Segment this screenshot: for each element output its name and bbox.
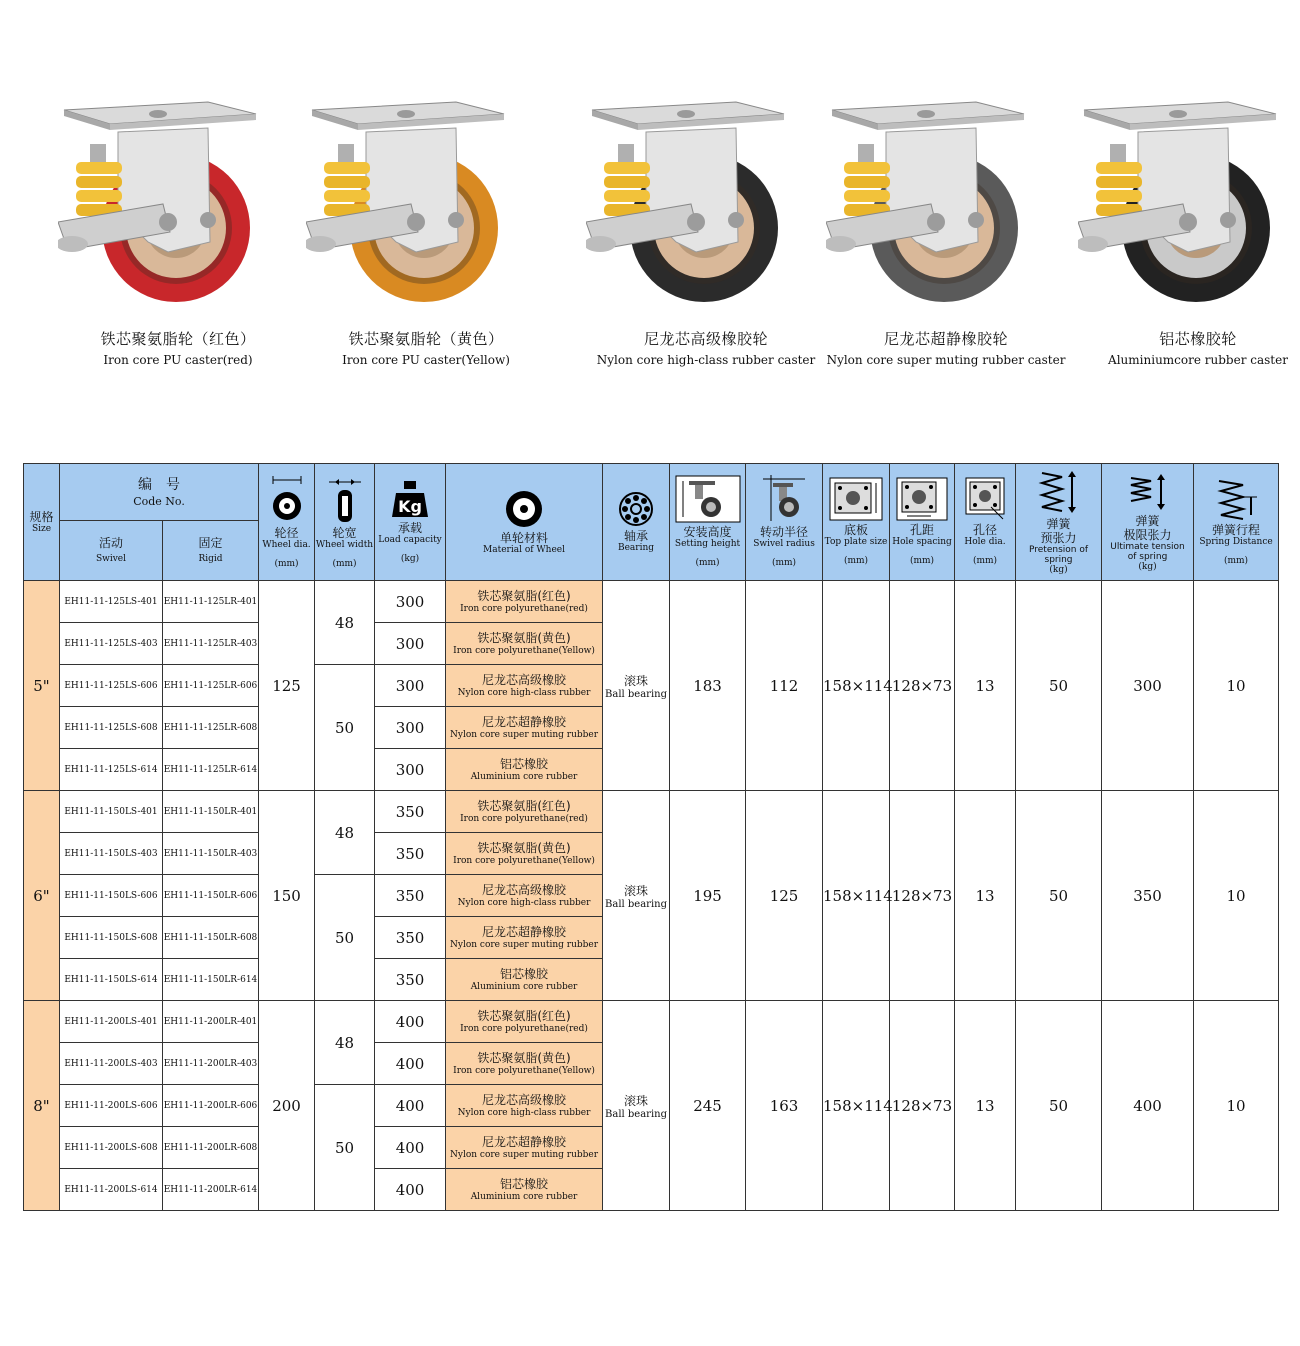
ultimate-cell: 350 <box>1102 791 1194 1001</box>
bearing-cell <box>603 791 670 1001</box>
load-cell: 350 <box>375 833 446 875</box>
load-cell: 400 <box>375 1085 446 1127</box>
wheel-width-cell: 48 <box>315 1001 375 1085</box>
pretension-cell: 50 <box>1016 581 1102 791</box>
material-cell <box>446 581 603 623</box>
material-cell <box>446 749 603 791</box>
header-rigid-zh: 固定 <box>198 536 223 550</box>
hole-spacing-cell: 128×73 <box>890 791 955 1001</box>
caster-image <box>1078 92 1283 302</box>
header-load-zh: 承载 <box>398 521 423 535</box>
header-setting-height-en: Setting height <box>674 539 741 549</box>
header-pretension-zh2: 预张力 <box>1040 530 1077 545</box>
swivel-radius-cell: 125 <box>746 791 823 1001</box>
table-row <box>24 581 1279 623</box>
material-zh: 铝芯橡胶 <box>500 1176 549 1191</box>
header-hole-spacing <box>890 464 955 581</box>
header-wheel-width-unit: (mm) <box>332 559 357 569</box>
product-name-en: Nylon core high-class rubber caster <box>596 353 816 367</box>
header-size <box>24 464 60 581</box>
swivel-code: EH11-11-150LS-403 <box>60 833 163 875</box>
rigid-code: EH11-11-150LR-614 <box>163 959 259 1001</box>
bearing-zh: 滚珠 <box>624 883 649 898</box>
header-hole-spacing-unit: (mm) <box>909 556 935 566</box>
rigid-code: EH11-11-150LR-606 <box>163 875 259 917</box>
header-top-plate-zh: 底板 <box>844 523 869 537</box>
caster-image <box>58 92 263 302</box>
header-top-plate-en: Top plate size <box>824 537 888 547</box>
header-bearing-zh: 轴承 <box>624 528 649 543</box>
product-card <box>826 92 1066 372</box>
material-en: Nylon core high-class rubber <box>457 897 591 908</box>
product-name-zh: 尼龙芯超静橡胶轮 <box>883 330 1008 348</box>
material-zh: 尼龙芯超静橡胶 <box>482 1134 567 1149</box>
load-cell: 350 <box>375 791 446 833</box>
wheel-dia-icon <box>265 474 309 524</box>
top-plate-cell: 158×114 <box>823 581 890 791</box>
setting-height-cell: 245 <box>670 1001 746 1211</box>
swivel-code: EH11-11-150LS-401 <box>60 791 163 833</box>
hole-spacing-icon <box>896 477 948 521</box>
header-ultimate-unit: (kg) <box>1138 561 1157 572</box>
hole-dia-icon <box>965 477 1005 521</box>
header-ultimate-zh2: 极限张力 <box>1123 527 1172 542</box>
swivel-code: EH11-11-200LS-606 <box>60 1085 163 1127</box>
weight-icon <box>390 479 430 519</box>
load-cell: 300 <box>375 581 446 623</box>
load-cell: 350 <box>375 917 446 959</box>
header-setting-height <box>670 464 746 581</box>
hole-dia-cell: 13 <box>955 791 1016 1001</box>
hole-spacing-cell: 128×73 <box>890 581 955 791</box>
material-cell <box>446 1001 603 1043</box>
swivel-code: EH11-11-150LS-614 <box>60 959 163 1001</box>
header-size-zh: 规格 <box>29 509 54 524</box>
rigid-code: EH11-11-125LR-614 <box>163 749 259 791</box>
header-swivel-radius-zh: 转动半径 <box>760 525 809 539</box>
header-top-plate-unit: (mm) <box>843 556 869 566</box>
wheel-dia-cell: 200 <box>259 1001 315 1211</box>
material-en: Aluminium core rubber <box>470 771 578 782</box>
header-setting-height-unit: (mm) <box>695 558 720 568</box>
spring-ultimate-icon <box>1125 472 1171 512</box>
material-en: Nylon core super muting rubber <box>450 939 599 950</box>
load-cell: 400 <box>375 1127 446 1169</box>
swivel-code: EH11-11-200LS-401 <box>60 1001 163 1043</box>
caster-image <box>306 92 511 302</box>
material-en: Iron core polyurethane(red) <box>460 813 588 824</box>
swivel-code: EH11-11-125LS-606 <box>60 665 163 707</box>
header-spring-distance <box>1194 464 1279 581</box>
material-zh: 铝芯橡胶 <box>500 966 549 981</box>
wheel-dia-cell: 150 <box>259 791 315 1001</box>
spec-table <box>23 463 1279 1211</box>
spring-pretension-icon <box>1036 469 1082 515</box>
setting-height-cell: 195 <box>670 791 746 1001</box>
header-wheel-dia <box>259 464 315 581</box>
wheel-width-cell: 48 <box>315 581 375 665</box>
swivel-code: EH11-11-200LS-614 <box>60 1169 163 1211</box>
bearing-zh: 滚珠 <box>624 673 649 688</box>
material-zh: 尼龙芯超静橡胶 <box>482 924 567 939</box>
rigid-code: EH11-11-125LR-403 <box>163 623 259 665</box>
material-en: Aluminium core rubber <box>470 1191 578 1202</box>
pretension-cell: 50 <box>1016 791 1102 1001</box>
table-row <box>24 791 1279 833</box>
wheel-width-cell: 50 <box>315 665 375 791</box>
wheel-width-cell: 50 <box>315 875 375 1001</box>
product-card <box>306 92 546 372</box>
rigid-code: EH11-11-150LR-403 <box>163 833 259 875</box>
material-en: Iron core polyurethane(Yellow) <box>453 645 595 656</box>
material-cell <box>446 875 603 917</box>
ultimate-cell: 400 <box>1102 1001 1194 1211</box>
material-en: Iron core polyurethane(Yellow) <box>453 1065 595 1076</box>
header-swivel-radius-en: Swivel radius <box>753 539 815 549</box>
material-cell <box>446 917 603 959</box>
load-cell: 300 <box>375 707 446 749</box>
material-en: Nylon core high-class rubber <box>457 687 591 698</box>
header-swivel-en: Swivel <box>95 554 127 564</box>
material-en: Aluminium core rubber <box>470 981 578 992</box>
material-zh: 铝芯橡胶 <box>500 756 549 771</box>
swivel-code: EH11-11-125LS-608 <box>60 707 163 749</box>
product-name-zh: 铁芯聚氨脂轮（黄色） <box>348 330 504 348</box>
material-zh: 铁芯聚氨脂(黄色) <box>477 1050 571 1065</box>
material-en: Nylon core super muting rubber <box>450 1149 599 1160</box>
top-plate-cell: 158×114 <box>823 791 890 1001</box>
material-cell <box>446 959 603 1001</box>
header-rigid <box>163 521 259 581</box>
header-load <box>375 464 446 581</box>
rigid-code: EH11-11-150LR-608 <box>163 917 259 959</box>
header-code <box>60 464 259 521</box>
material-en: Iron core polyurethane(red) <box>460 603 588 614</box>
rigid-code: EH11-11-200LR-608 <box>163 1127 259 1169</box>
material-cell <box>446 1169 603 1211</box>
material-cell <box>446 791 603 833</box>
svg-text:Kg: Kg <box>398 497 422 516</box>
header-pretension-en: Pretension of spring <box>1029 544 1089 565</box>
swivel-code: EH11-11-200LS-608 <box>60 1127 163 1169</box>
swivel-code: EH11-11-150LS-608 <box>60 917 163 959</box>
header-hole-spacing-zh: 孔距 <box>910 523 935 537</box>
header-top-plate <box>823 464 890 581</box>
spring-distance-icon <box>1213 477 1259 521</box>
size-cell: 6" <box>24 791 60 1001</box>
pretension-cell: 50 <box>1016 1001 1102 1211</box>
material-zh: 尼龙芯高级橡胶 <box>482 672 567 687</box>
rigid-code: EH11-11-125LR-401 <box>163 581 259 623</box>
caster-image <box>586 92 791 302</box>
wheel-width-cell: 48 <box>315 791 375 875</box>
spring-distance-cell: 10 <box>1194 581 1279 791</box>
header-spring-distance-unit: (mm) <box>1223 556 1249 566</box>
header-swivel-radius <box>746 464 823 581</box>
swivel-code: EH11-11-150LS-606 <box>60 875 163 917</box>
header-code-en: Code No. <box>133 494 185 508</box>
ultimate-cell: 300 <box>1102 581 1194 791</box>
header-hole-dia-unit: (mm) <box>972 556 998 566</box>
wheel-material-icon <box>504 489 544 529</box>
rigid-code: EH11-11-150LR-401 <box>163 791 259 833</box>
hole-dia-cell: 13 <box>955 1001 1016 1211</box>
product-caption <box>266 328 586 367</box>
header-code-zh: 编 号 <box>138 476 180 493</box>
bearing-en: Ball bearing <box>605 688 668 700</box>
header-hole-spacing-en: Hole spacing <box>892 537 952 547</box>
spring-distance-cell: 10 <box>1194 1001 1279 1211</box>
bearing-en: Ball bearing <box>605 1108 668 1120</box>
material-en: Iron core polyurethane(red) <box>460 1023 588 1034</box>
material-zh: 尼龙芯超静橡胶 <box>482 714 567 729</box>
size-cell: 5" <box>24 581 60 791</box>
header-pretension <box>1016 464 1102 581</box>
header-ultimate-zh1: 弹簧 <box>1135 513 1160 528</box>
header-hole-dia-zh: 孔径 <box>973 523 998 537</box>
header-ultimate-en: Ultimate tension of spring <box>1110 541 1185 562</box>
hole-spacing-cell: 128×73 <box>890 1001 955 1211</box>
material-zh: 铁芯聚氨脂(红色) <box>477 1008 571 1023</box>
material-cell <box>446 1043 603 1085</box>
product-caption <box>1038 328 1300 367</box>
header-load-en: Load capacity <box>378 535 442 545</box>
product-name-en: Iron core PU caster(red) <box>103 353 253 367</box>
header-material <box>446 464 603 581</box>
wheel-dia-cell: 125 <box>259 581 315 791</box>
material-zh: 铁芯聚氨脂(黄色) <box>477 840 571 855</box>
caster-image <box>826 92 1031 302</box>
header-swivel-radius-unit: (mm) <box>771 558 797 568</box>
product-name-zh: 铝芯橡胶轮 <box>1159 330 1237 348</box>
header-spring-distance-en: Spring Distance <box>1199 537 1273 547</box>
material-zh: 铁芯聚氨脂(黄色) <box>477 630 571 645</box>
material-en: Iron core polyurethane(Yellow) <box>453 855 595 866</box>
bearing-cell <box>603 581 670 791</box>
product-name-zh: 尼龙芯高级橡胶轮 <box>643 330 768 348</box>
load-cell: 300 <box>375 665 446 707</box>
rigid-code: EH11-11-200LR-401 <box>163 1001 259 1043</box>
product-card <box>58 92 298 372</box>
bearing-zh: 滚珠 <box>624 1093 649 1108</box>
product-name-en: Aluminiumcore rubber caster <box>1108 353 1288 367</box>
material-cell <box>446 707 603 749</box>
material-zh: 尼龙芯高级橡胶 <box>482 1092 567 1107</box>
header-pretension-zh1: 弹簧 <box>1046 516 1071 531</box>
product-name-en: Nylon core super muting rubber caster <box>826 353 1066 367</box>
header-pretension-unit: (kg) <box>1049 564 1068 575</box>
material-zh: 铁芯聚氨脂(红色) <box>477 588 571 603</box>
load-cell: 300 <box>375 623 446 665</box>
wheel-width-icon <box>323 474 367 524</box>
material-en: Nylon core high-class rubber <box>457 1107 591 1118</box>
header-rigid-en: Rigid <box>198 554 223 564</box>
swivel-radius-icon <box>759 475 809 523</box>
rigid-code: EH11-11-125LR-608 <box>163 707 259 749</box>
bearing-en: Ball bearing <box>605 898 668 910</box>
header-size-en: Size <box>31 523 52 534</box>
material-zh: 尼龙芯高级橡胶 <box>482 882 567 897</box>
swivel-code: EH11-11-125LS-614 <box>60 749 163 791</box>
header-wheel-dia-zh: 轮径 <box>274 526 299 540</box>
header-wheel-dia-en: Wheel dia. <box>262 540 311 550</box>
spec-table-body <box>24 581 1279 1211</box>
swivel-radius-cell: 163 <box>746 1001 823 1211</box>
product-gallery <box>0 0 1300 380</box>
material-cell <box>446 665 603 707</box>
header-material-en: Material of Wheel <box>483 544 566 555</box>
swivel-radius-cell: 112 <box>746 581 823 791</box>
bearing-icon <box>618 491 654 527</box>
spring-distance-cell: 10 <box>1194 791 1279 1001</box>
header-bearing-en: Bearing <box>617 542 655 553</box>
header-wheel-width <box>315 464 375 581</box>
rigid-code: EH11-11-200LR-403 <box>163 1043 259 1085</box>
setting-height-cell: 183 <box>670 581 746 791</box>
load-cell: 400 <box>375 1169 446 1211</box>
header-ultimate <box>1102 464 1194 581</box>
material-cell <box>446 1127 603 1169</box>
header-bearing <box>603 464 670 581</box>
load-cell: 400 <box>375 1001 446 1043</box>
header-material-zh: 单轮材料 <box>500 530 549 545</box>
header-load-unit: (kg) <box>400 554 420 564</box>
setting-height-icon <box>675 475 741 523</box>
rigid-code: EH11-11-200LR-606 <box>163 1085 259 1127</box>
load-cell: 350 <box>375 959 446 1001</box>
header-wheel-width-zh: 轮宽 <box>332 526 357 540</box>
header-swivel-zh: 活动 <box>98 536 123 550</box>
material-en: Nylon core super muting rubber <box>450 729 599 740</box>
header-hole-dia <box>955 464 1016 581</box>
header-hole-dia-en: Hole dia. <box>964 537 1006 547</box>
size-cell: 8" <box>24 1001 60 1211</box>
material-cell <box>446 833 603 875</box>
swivel-code: EH11-11-125LS-403 <box>60 623 163 665</box>
header-spring-distance-zh: 弹簧行程 <box>1212 523 1261 537</box>
product-name-zh: 铁芯聚氨脂轮（红色） <box>100 330 256 348</box>
material-cell <box>446 1085 603 1127</box>
swivel-code: EH11-11-125LS-401 <box>60 581 163 623</box>
bearing-cell <box>603 1001 670 1211</box>
load-cell: 300 <box>375 749 446 791</box>
swivel-code: EH11-11-200LS-403 <box>60 1043 163 1085</box>
table-row <box>24 1001 1279 1043</box>
product-name-en: Iron core PU caster(Yellow) <box>342 353 510 367</box>
hole-dia-cell: 13 <box>955 581 1016 791</box>
load-cell: 400 <box>375 1043 446 1085</box>
header-wheel-width-en: Wheel width <box>315 540 374 550</box>
rigid-code: EH11-11-200LR-614 <box>163 1169 259 1211</box>
top-plate-icon <box>829 477 883 521</box>
header-wheel-dia-unit: (mm) <box>274 559 299 569</box>
load-cell: 350 <box>375 875 446 917</box>
product-card <box>1078 92 1300 372</box>
rigid-code: EH11-11-125LR-606 <box>163 665 259 707</box>
material-cell <box>446 623 603 665</box>
material-zh: 铁芯聚氨脂(红色) <box>477 798 571 813</box>
header-setting-height-zh: 安装高度 <box>683 525 732 539</box>
wheel-width-cell: 50 <box>315 1085 375 1211</box>
top-plate-cell: 158×114 <box>823 1001 890 1211</box>
header-swivel <box>60 521 163 581</box>
